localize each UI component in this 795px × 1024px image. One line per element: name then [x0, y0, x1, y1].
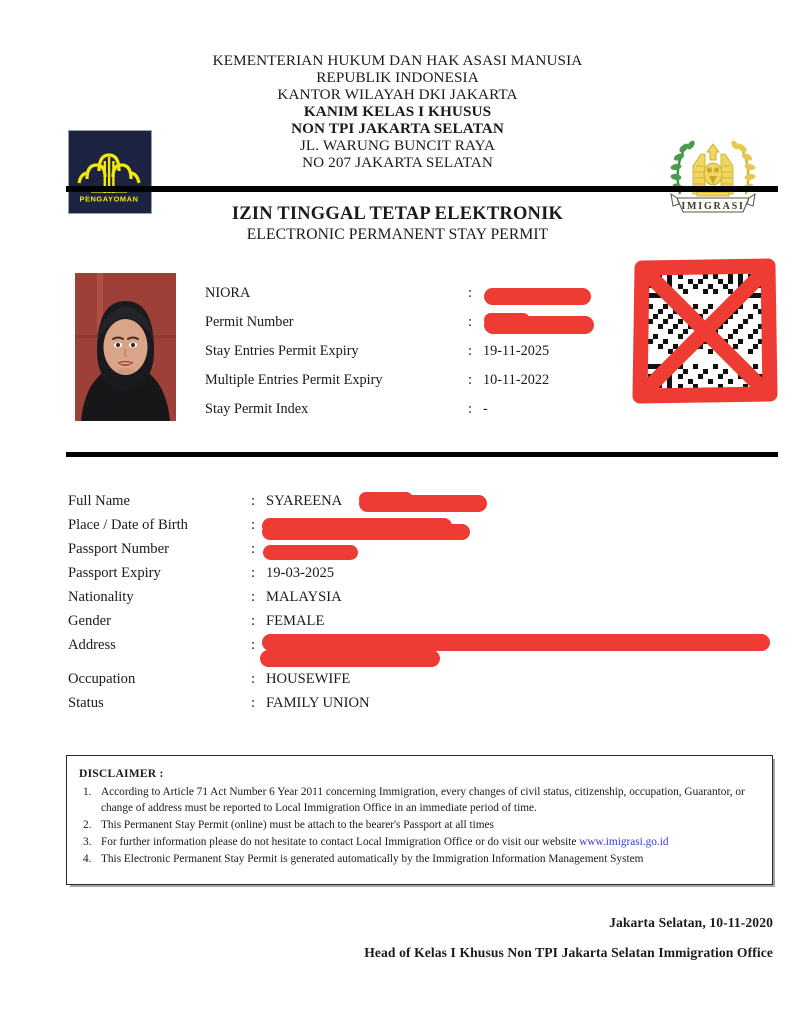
permit-field-row	[205, 372, 625, 401]
permit-title-indonesian: IZIN TINGGAL TETAP ELEKTRONIK	[231, 204, 564, 224]
holder-field-value: SYAREENA	[266, 493, 343, 509]
holder-field-label: Occupation	[68, 671, 136, 687]
document-header	[0, 52, 795, 212]
permit-field-colon: :	[468, 401, 472, 417]
redaction-mark-permit-number-overlap	[484, 313, 530, 327]
holder-field-label: Address	[68, 637, 116, 653]
disclaimer-item-text: This Electronic Permanent Stay Permit is generated automatically by the Immigration Information Management System	[101, 853, 644, 866]
holder-field-row	[68, 589, 768, 613]
permit-title-block	[0, 204, 795, 245]
redaction-mark-passport-number	[263, 545, 358, 560]
header-line-4: NON TPI JAKARTA SELATAN	[291, 120, 504, 138]
holder-field-value: HOUSEWIFE	[266, 671, 351, 687]
holder-field-value: FEMALE	[266, 613, 325, 629]
disclaimer-item-number: 2.	[83, 819, 92, 832]
section-divider-rule	[66, 452, 778, 457]
holder-photo	[75, 273, 176, 421]
permit-field-label: Stay Permit Index	[205, 401, 309, 417]
redaction-mark-address-2	[260, 650, 440, 667]
permit-field-value: 10-11-2022	[483, 372, 550, 388]
holder-field-label: Gender	[68, 613, 111, 629]
imigrasi-website-link[interactable]: www.imigrasi.go.id	[579, 836, 669, 849]
disclaimer-item-number: 1.	[83, 786, 92, 798]
svg-text:IMIGRASI: IMIGRASI	[681, 201, 745, 212]
disclaimer-item-number: 4.	[83, 853, 92, 866]
permit-field-value: -	[483, 401, 488, 417]
footer-signatory: Head of Kelas I Khusus Non TPI Jakarta Selatan Immigration Office	[364, 945, 773, 960]
holder-field-colon: :	[251, 589, 256, 605]
permit-field-label: Multiple Entries Permit Expiry	[205, 372, 383, 388]
redaction-mark-birth-2	[262, 524, 470, 540]
permit-field-colon: :	[468, 372, 472, 388]
holder-field-colon: :	[251, 695, 256, 711]
permit-field-colon: :	[468, 285, 472, 301]
permit-field-colon: :	[468, 343, 472, 359]
holder-field-colon: :	[251, 493, 256, 509]
header-line-6: NO 207 JAKARTA SELATAN	[302, 154, 493, 172]
holder-field-row	[68, 565, 768, 589]
holder-field-label: Passport Expiry	[68, 565, 161, 581]
holder-field-colon: :	[251, 517, 256, 533]
header-line-5: JL. WARUNG BUNCIT RAYA	[299, 137, 496, 155]
redaction-mark-niora	[484, 288, 591, 305]
disclaimer-item-text: For further information please do not hesitate to contact Local Immigration Office or do visit our website	[101, 836, 580, 849]
holder-field-colon: :	[251, 613, 256, 629]
svg-text:PENGAYOMAN: PENGAYOMAN	[79, 194, 139, 204]
disclaimer-item-text: This Permanent Stay Permit (online) must be attach to the bearer's Passport at all times	[101, 819, 494, 832]
holder-field-label: Status	[68, 695, 104, 711]
holder-field-value: 19-03-2025	[266, 565, 335, 581]
pengayoman-logo-icon	[68, 130, 152, 214]
holder-field-label: Nationality	[68, 589, 134, 605]
holder-field-colon: :	[251, 637, 256, 653]
signature-block	[0, 915, 773, 961]
disclaimer-item	[79, 784, 760, 816]
permit-field-label: Stay Entries Permit Expiry	[205, 343, 359, 359]
disclaimer-item-number: 3.	[83, 836, 92, 849]
holder-field-label: Place / Date of Birth	[68, 517, 188, 533]
qr-code	[632, 258, 778, 404]
holder-field-value: FAMILY UNION	[266, 695, 370, 711]
disclaimer-item	[79, 851, 760, 867]
permit-field-colon: :	[468, 314, 472, 330]
permit-field-row	[205, 343, 625, 372]
disclaimer-item-text: According to Article 71 Act Number 6 Year 2011 concerning Immigration, every changes of civil status, citizenship, occupation, Guarantor, or change of address must be reported to Local Immigration Office in an immediate period of time.	[101, 786, 745, 815]
holder-field-label: Full Name	[68, 493, 131, 509]
redaction-mark-full-name-tail	[359, 492, 413, 506]
holder-field-row	[68, 671, 768, 695]
permit-field-label: NIORA	[205, 285, 251, 301]
disclaimer-item	[79, 817, 760, 833]
disclaimer-item	[79, 834, 760, 850]
header-line-3: KANIM KELAS I KHUSUS	[303, 103, 492, 121]
footer-place-date: Jakarta Selatan, 10-11-2020	[609, 915, 773, 930]
holder-field-label: Passport Number	[68, 541, 169, 557]
permit-title-english: ELECTRONIC PERMANENT STAY PERMIT	[246, 226, 549, 244]
holder-field-row	[68, 541, 768, 565]
header-line-1: REPUBLIK INDONESIA	[316, 69, 479, 87]
permit-field-row	[205, 401, 625, 430]
disclaimer-box	[66, 755, 773, 885]
permit-field-value: 19-11-2025	[483, 343, 550, 359]
holder-field-row	[68, 695, 768, 719]
permit-field-label: Permit Number	[205, 314, 294, 330]
disclaimer-title: DISCLAIMER :	[79, 767, 164, 780]
holder-field-value: MALAYSIA	[266, 589, 342, 605]
holder-field-colon: :	[251, 541, 256, 557]
header-divider-rule	[66, 186, 778, 192]
permit-fields-block	[205, 285, 625, 430]
header-line-2: KANTOR WILAYAH DKI JAKARTA	[277, 86, 518, 104]
holder-field-colon: :	[251, 565, 256, 581]
redaction-mark-address	[262, 634, 770, 651]
holder-field-colon: :	[251, 671, 256, 687]
header-line-0: KEMENTERIAN HUKUM DAN HAK ASASI MANUSIA	[212, 52, 583, 69]
header-office-lines	[170, 52, 625, 171]
